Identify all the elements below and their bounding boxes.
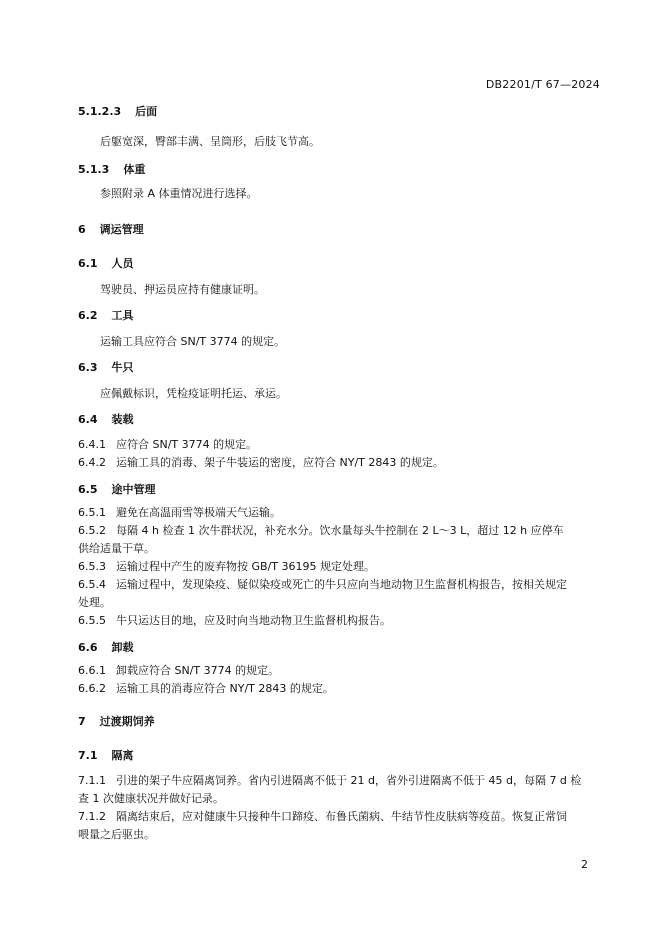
section-number: 5.1.3 (78, 163, 110, 176)
clause-item (78, 504, 600, 522)
clause-text: 卸载应符合 SN/T 3774 的规定。 (116, 664, 280, 677)
clause-number: 6.5.5 (78, 614, 106, 627)
section-title: 调运管理 (99, 223, 144, 236)
section-number: 6 (78, 223, 86, 236)
clause-item (78, 454, 600, 472)
clause-item (78, 772, 600, 790)
page-number: 2 (581, 858, 588, 871)
clause-item (78, 576, 600, 594)
section-heading (78, 256, 600, 272)
section-title: 途中管理 (111, 483, 156, 496)
clause-text: 引进的架子牛应隔离饲养。省内引进隔离不低于 21 d，省外引进隔离不低于 45 d，每隔 7 d 检 (116, 774, 582, 787)
section-title: 工具 (111, 309, 134, 322)
paragraph: 后躯宽深，臀部丰满、呈筒形，后肢飞节高。 (100, 135, 320, 148)
clause-text: 喂量之后驱虫。 (78, 828, 155, 841)
document-code: DB2201/T 67—2024 (485, 78, 600, 91)
clause-item (78, 612, 600, 630)
clause-number: 6.4.1 (78, 438, 106, 451)
section-heading (78, 308, 600, 324)
clause-text: 运输工具的消毒、架子牛装运的密度，应符合 NY/T 2843 的规定。 (116, 456, 444, 469)
section-number: 6.6 (78, 641, 98, 654)
section-title: 隔离 (111, 749, 134, 762)
clause-text: 处理。 (78, 596, 111, 609)
paragraph: 参照附录 A 体重情况进行选择。 (100, 187, 258, 200)
clause-text: 隔离结束后，应对健康牛只接种牛口蹄疫、布鲁氏菌病、牛结节性皮肤病等疫苗。恢复正常饲 (116, 810, 567, 823)
clause-text: 牛只运达目的地，应及时向当地动物卫生监督机构报告。 (116, 614, 391, 627)
section-number: 6.2 (78, 309, 98, 322)
section-title: 过渡期饲养 (99, 715, 155, 728)
paragraph: 应佩戴标识，凭检疫证明托运、承运。 (100, 387, 287, 400)
clause-number: 6.4.2 (78, 456, 106, 469)
section-number: 6.3 (78, 361, 98, 374)
clause-item (78, 558, 600, 576)
section-number: 6.5 (78, 483, 98, 496)
paragraph: 运输工具应符合 SN/T 3774 的规定。 (100, 335, 286, 348)
clause-number: 6.5.2 (78, 524, 106, 537)
section-heading (78, 640, 600, 656)
clause-item (78, 662, 600, 680)
clause-text: 查 1 次健康状况并做好记录。 (78, 792, 224, 805)
section-heading (78, 748, 600, 764)
clause-number: 6.5.4 (78, 578, 106, 591)
section-title: 体重 (123, 163, 146, 176)
section-heading (78, 104, 600, 120)
section-heading (78, 412, 600, 428)
section-heading (78, 714, 600, 730)
section-number: 7.1 (78, 749, 98, 762)
clause-number: 6.6.2 (78, 682, 106, 695)
section-number: 6.4 (78, 413, 98, 426)
clause-text: 每隔 4 h 检查 1 次牛群状况，补充水分。饮水量每头牛控制在 2 L～3 L，超过 12 h 应停车 (116, 524, 564, 537)
section-title: 牛只 (111, 361, 134, 374)
clause-item (78, 436, 600, 454)
section-heading (78, 360, 600, 376)
section-number: 7 (78, 715, 86, 728)
clause-item (78, 808, 600, 826)
clause-text: 运输过程中产生的废弃物按 GB/T 36195 规定处理。 (116, 560, 375, 573)
clause-item (78, 826, 600, 844)
clause-number: 6.5.3 (78, 560, 106, 573)
paragraph: 驾驶员、押运员应持有健康证明。 (100, 283, 265, 296)
clause-number: 6.6.1 (78, 664, 106, 677)
clause-item (78, 594, 600, 612)
clause-number: 7.1.2 (78, 810, 106, 823)
section-number: 5.1.2.3 (78, 105, 122, 118)
section-title: 后面 (135, 105, 158, 118)
section-title: 人员 (111, 257, 134, 270)
clause-text: 避免在高温雨雪等极端天气运输。 (116, 506, 281, 519)
clause-text: 运输过程中，发现染疫、疑似染疫或死亡的牛只应向当地动物卫生监督机构报告，按相关规定 (116, 578, 567, 591)
clause-item (78, 790, 600, 808)
section-heading (78, 482, 600, 498)
section-heading (78, 162, 600, 178)
clause-text: 运输工具的消毒应符合 NY/T 2843 的规定。 (116, 682, 334, 695)
clause-text: 供给适量干草。 (78, 542, 155, 555)
clause-text: 应符合 SN/T 3774 的规定。 (116, 438, 258, 451)
clause-item (78, 540, 600, 558)
clause-item (78, 522, 600, 540)
clause-number: 6.5.1 (78, 506, 106, 519)
section-heading (78, 222, 600, 238)
clause-item (78, 680, 600, 698)
section-title: 装载 (111, 413, 134, 426)
section-number: 6.1 (78, 257, 98, 270)
clause-number: 7.1.1 (78, 774, 106, 787)
section-title: 卸载 (111, 641, 134, 654)
